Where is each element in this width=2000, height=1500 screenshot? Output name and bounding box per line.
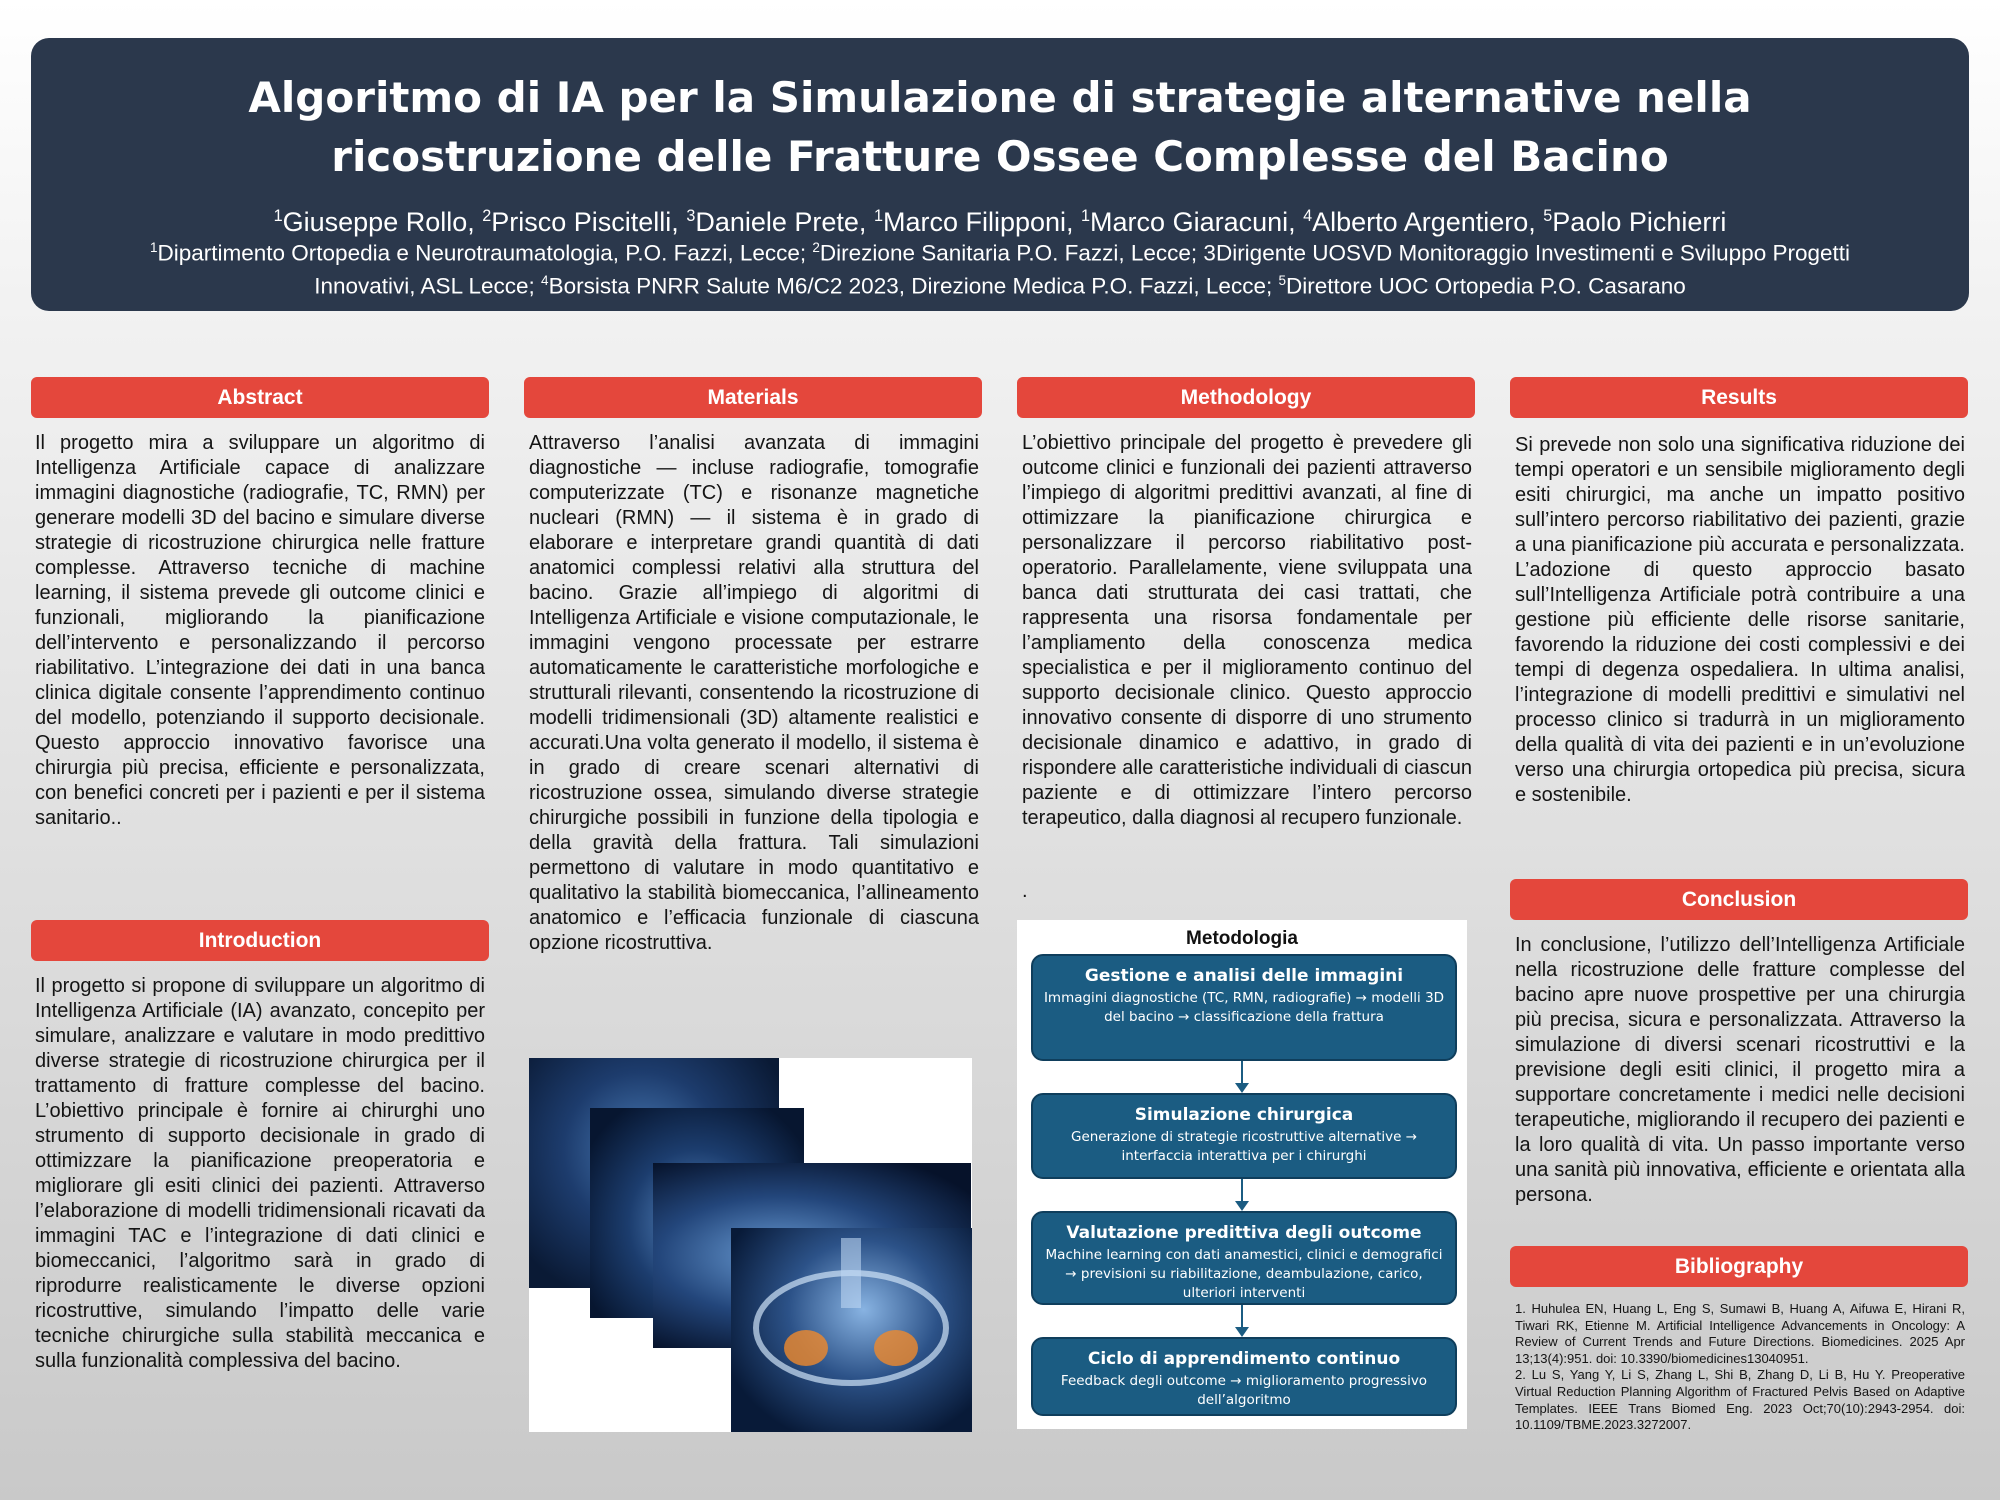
bibliography-entry: 1. Huhulea EN, Huang L, Eng S, Sumawi B, Huang A, Aifuwa E, Hirani R, Tiwari RK, Etienne M. Artificial Intelligence Advancements in Oncology: A Review of Current Trends and Future Directions. Biomedicines. 2025 Apr 13;13(4):951. doi: 10.3390/biomedicines13040951. bbox=[1515, 1301, 1965, 1366]
poster-title bbox=[31, 68, 1969, 186]
poster-header bbox=[31, 38, 1969, 311]
flow-arrow-icon bbox=[1241, 1305, 1243, 1335]
flow-step-title: Valutazione predittiva degli outcome bbox=[1066, 1223, 1422, 1243]
flow-step-text: Feedback degli outcome → miglioramento progressivo dell’algoritmo bbox=[1060, 1373, 1428, 1408]
flow-step-text: Immagini diagnostiche (TC, RMN, radiografie) → modelli 3D del bacino → classificazione della frattura bbox=[1043, 990, 1445, 1025]
results-text: Si prevede non solo una significativa riduzione dei tempi operatori e un sensibile miglioramento degli esiti chirurgici, ma anche un impatto positivo sull’intero percorso riabilitativo dei pazienti, grazie a una pianificazione più accurata e personalizzata. L’adozione di questo approccio basato sull’Intelligenza Artificiale potrà contribuire a una gestione più efficiente delle risorse sanitarie, favorendo la riduzione dei costi complessivi e dei tempi di degenza ospedaliera. In ultima analisi, l’integrazione di modelli predittivi e simulativi nel processo clinico si tradurrà in un miglioramento della qualità di vita dei pazienti e in un’evoluzione verso una chirurgia ortopedica più precisa, sicura e sostenibile. bbox=[1515, 434, 1965, 806]
author-name: Paolo Pichierri bbox=[1552, 207, 1727, 237]
conclusion-text: In conclusione, l’utilizzo dell’Intelligenza Artificiale nella ricostruzione delle fratture complesse del bacino apre nuove prospettive per una chirurgia più precisa, sicura e personalizzata. Attraverso la simulazione di diversi scenari ricostruttivi e la previsione degli esiti clinici, il progetto mira a supportare concretamente i medici nelle decisioni terapeutiche, migliorando il recupero dei pazienti e la loro qualità di vita. Un passo importante verso una sanità più innovativa, efficiente e orientata alla persona. bbox=[1515, 934, 1965, 1206]
bibliography-entry: 2. Lu S, Yang Y, Li S, Zhang L, Shi B, Zhang D, Li B, Hu Y. Preoperative Virtual Reduction Planning Algorithm of Fractured Pelvis Based on Adaptive Templates. IEEE Trans Biomed Eng. 2023 Oct;70(10):2943-2954. doi: 10.1109/TBME.2023.3272007. bbox=[1515, 1367, 1965, 1433]
pelvis-icon bbox=[731, 1228, 972, 1432]
author-name: Daniele Prete, bbox=[695, 207, 874, 237]
flowchart-title: Metodologia bbox=[1186, 928, 1298, 949]
flow-step-title: Ciclo di apprendimento continuo bbox=[1087, 1349, 1401, 1369]
author-affil-num: 5 bbox=[1543, 207, 1553, 225]
conclusion-heading: Conclusion bbox=[1510, 879, 1968, 920]
methodology-heading: Methodology bbox=[1017, 377, 1475, 418]
author-affil-num: 1 bbox=[873, 207, 883, 225]
title-line-1: Algoritmo di IA per la Simulazione di strategie alternative nella bbox=[248, 73, 1752, 122]
affil-num: 5 bbox=[1278, 272, 1286, 288]
flow-step bbox=[1031, 1337, 1457, 1416]
flow-step bbox=[1031, 1093, 1457, 1179]
author-name: Giuseppe Rollo, bbox=[282, 207, 483, 237]
materials-heading: Materials bbox=[524, 377, 982, 418]
pelvis-xray-image bbox=[529, 1058, 972, 1432]
flow-step-title: Gestione e analisi delle immagini bbox=[1084, 966, 1404, 986]
affil-num: 4 bbox=[541, 272, 549, 288]
author-name: Marco Giaracuni, bbox=[1090, 207, 1304, 237]
author-name: Prisco Piscitelli, bbox=[491, 207, 687, 237]
results-heading: Results bbox=[1510, 377, 1968, 418]
author-affil-num: 2 bbox=[482, 207, 492, 225]
affil-num: 1 bbox=[149, 240, 158, 255]
author-affil-num: 1 bbox=[273, 207, 283, 225]
abstract-text: Il progetto mira a sviluppare un algoritmo di Intelligenza Artificiale capace di analizzare immagini diagnostiche (radiografie, TC, RMN) per generare modelli 3D del bacino e simulare diverse strategie di ricostruzione chirurgica nelle fratture complesse. Attraverso tecniche di machine learning, il sistema prevede gli outcome clinici e funzionali, migliorando la pianificazione dell’intervento e personalizzando il percorso riabilitativo. L’integrazione dei dati in una banca clinica digitale consente l’apprendimento continuo del modello, potenziando il supporto decisionale. Questo approccio innovativo favorisce una chirurgia più precisa, efficiente e personalizzata, con benefici concreti per i pazienti e per il sistema sanitario.. bbox=[35, 432, 485, 829]
introduction-text: Il progetto si propone di sviluppare un algoritmo di Intelligenza Artificiale (IA) avanzato, concepito per simulare, analizzare e valutare in modo predittivo diverse strategie di ricostruzione chirurgica per il trattamento di fratture complesse del bacino. L’obiettivo principale è fornire ai chirurghi uno strumento di supporto decisionale in grado di ottimizzare la pianificazione preoperatoria e migliorare gli esiti clinici dei pazienti. Attraverso l’elaborazione di modelli tridimensionali ricavati da immagini TAC e l’integrazione di dati clinici e biomeccanici, l’algoritmo sarà in grado di riprodurre realisticamente le diverse opzioni ricostruttive, simulando l’impatto delle varie tecniche chirurgiche sulla stabilità meccanica e sulla funzionalità complessiva del bacino. bbox=[35, 975, 485, 1372]
author-name: Alberto Argentiero, bbox=[1312, 207, 1544, 237]
bibliography-list bbox=[1515, 1301, 1965, 1434]
abstract-heading: Abstract bbox=[31, 377, 489, 418]
bibliography-heading: Bibliography bbox=[1510, 1246, 1968, 1287]
affiliations bbox=[31, 234, 1969, 299]
author-affil-num: 4 bbox=[1303, 207, 1313, 225]
flow-step-text: Machine learning con dati anamestici, clinici e demografici → previsioni su riabilitazione, deambulazione, carico, ulteriori interventi bbox=[1045, 1247, 1443, 1301]
author-affil-num: 3 bbox=[686, 207, 696, 225]
author-affil-num: 1 bbox=[1081, 207, 1091, 225]
flow-step bbox=[1031, 954, 1457, 1061]
affil-text: Direzione Sanitaria P.O. Fazzi, Lecce; 3Dirigente UOSVD Monitoraggio Investimenti e Sviluppo Progetti Innovativi, ASL Lecce; bbox=[314, 240, 1850, 298]
flow-step bbox=[1031, 1211, 1457, 1305]
flow-arrow-icon bbox=[1241, 1061, 1243, 1091]
methodology-flowchart bbox=[1017, 920, 1467, 1429]
pelvis-xray-panel bbox=[731, 1228, 972, 1432]
materials-text: Attraverso l’analisi avanzata di immagini diagnostiche — incluse radiografie, tomografie computerizzate (TC) e risonanze magnetiche nucleari (RMN) — il sistema è in grado di elaborare e interpretare grandi quantità di dati anatomici complessi relativi alla struttura del bacino. Grazie all’impiego di algoritmi di Intelligenza Artificiale e visione computazionale, le immagini vengono processate per estrarre automaticamente le caratteristiche morfologiche e strutturali rilevanti, consentendo la ricostruzione di modelli tridimensionali (3D) altamente realistici e accurati.Una volta generato il modello, il sistema è in grado di creare scenari alternativi di ricostruzione ossea, simulando diverse strategie chirurgiche possibili in funzione della tipologia e della gravità della frattura. Tali simulazioni permettono di valutare in modo quantitativo e qualitativo la stabilità biomeccanica, l’allineamento anatomico e l’efficacia funzionale di ciascuna opzione ricostruttiva. bbox=[529, 432, 979, 954]
methodology-text: L’obiettivo principale del progetto è prevedere gli outcome clinici e funzionali dei pazienti attraverso l’impiego di algoritmi predittivi avanzati, al fine di ottimizzare la pianificazione chirurgica e personalizzare il percorso riabilitativo post-operatorio. Parallelamente, viene sviluppata una banca dati strutturata dei casi trattati, che rappresenta una risorsa fondamentale per l’ampliamento della conoscenza medica specialistica e per il miglioramento continuo del supporto decisionale clinico. Questo approccio innovativo consente di disporre di uno strumento decisionale dinamico e adattivo, in grado di rispondere alle caratteristiche individuali di ciascun paziente e di ottimizzare l’intero percorso terapeutico, dalla diagnosi al recupero funzionale. bbox=[1022, 432, 1472, 829]
flow-step-title: Simulazione chirurgica bbox=[1134, 1105, 1354, 1125]
flow-arrow-icon bbox=[1241, 1179, 1243, 1209]
author-name: Marco Filipponi, bbox=[882, 207, 1082, 237]
affil-text: Borsista PNRR Salute M6/C2 2023, Direzione Medica P.O. Fazzi, Lecce; bbox=[548, 273, 1279, 298]
flow-step-text: Generazione di strategie ricostruttive alternative → interfaccia interattiva per i chirurghi bbox=[1070, 1129, 1418, 1164]
affil-num: 2 bbox=[812, 240, 820, 255]
affil-text: Direttore UOC Ortopedia P.O. Casarano bbox=[1285, 273, 1686, 298]
title-line-2: ricostruzione delle Fratture Ossee Complesse del Bacino bbox=[331, 132, 1669, 181]
introduction-heading: Introduction bbox=[31, 920, 489, 961]
methodology-trailing-dot: . bbox=[1022, 880, 1028, 902]
affil-text: Dipartimento Ortopedia e Neurotraumatologia, P.O. Fazzi, Lecce; bbox=[157, 240, 813, 266]
